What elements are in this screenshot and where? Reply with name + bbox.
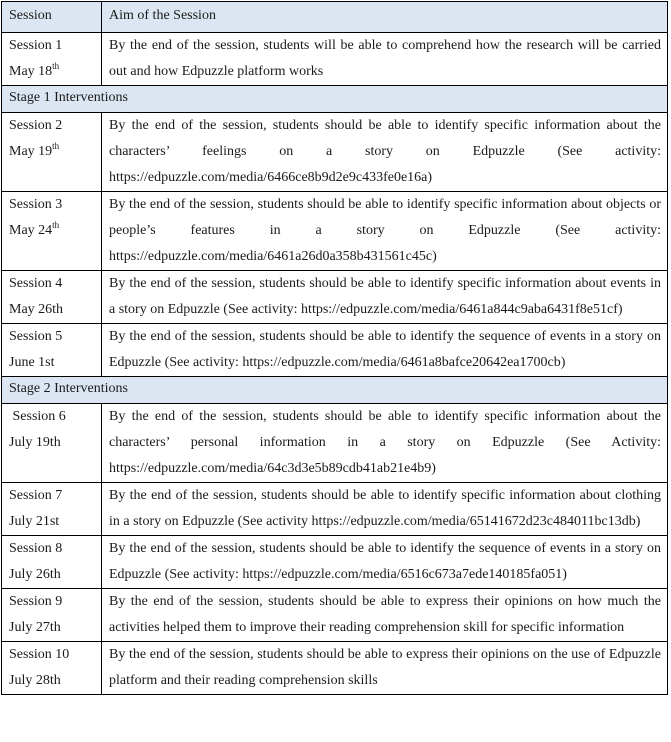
session-date-text: May 26th [9,302,64,317]
session-date-suffix: th [52,61,60,71]
session-label: Session 3 [9,197,63,212]
aim-text: By the end of the session, students will be able to comprehend how the research will be carried out and how Edpuzzle platform works [109,38,661,79]
session-date-suffix: th [52,141,60,151]
session-date-text: June 1st [9,355,55,370]
table-row [2,324,668,377]
table-row [2,113,668,192]
session-label: Session 1 [9,38,63,53]
table-row [2,642,668,695]
aim-cell [102,404,668,483]
session-date [9,297,95,323]
table-row [2,404,668,483]
session-date-text: July 19th [9,435,61,450]
aim-cell [102,483,668,536]
session-label: Session 10 [9,647,70,662]
aim-cell [102,271,668,324]
table-row [2,33,668,86]
table-row [2,483,668,536]
aim-text: By the end of the session, students should be able to express their opinions on the use of Edpuzzle platform and their reading comprehension skills [109,647,661,688]
aim-cell [102,33,668,86]
header-session: Session [2,2,102,33]
session-label: Session 7 [9,488,63,503]
session-label: Session 8 [9,541,63,556]
session-date [9,615,95,641]
session-label: Session 9 [9,594,63,609]
table-row [2,589,668,642]
aim-text: By the end of the session, students should be able to express their opinions on how much the activities helped them to improve their reading comprehension skill for specific information [109,594,661,635]
session-cell [2,271,102,324]
session-date-text: July 28th [9,673,61,688]
aim-cell [102,192,668,271]
aim-cell [102,536,668,589]
session-cell [2,324,102,377]
session-date-text: May 19 [9,144,53,159]
aim-text: By the end of the session, students should be able to identify the sequence of events in a story on Edpuzzle (See activity: https://edpuzzle.com/media/6516c673a7ede140185fa051) [109,541,661,582]
aim-text: By the end of the session, students should be able to identify specific information about events in a story on Edpuzzle (See activity: https://edpuzzle.com/media/6461a844c9aba6431f8e51cf) [109,276,661,317]
session-label: Session 4 [9,276,63,291]
session-date-suffix: th [52,220,60,230]
session-date-text: July 26th [9,567,61,582]
table-row [2,271,668,324]
session-cell [2,483,102,536]
aim-text: By the end of the session, students should be able to identify specific information about the characters’ personal information in a story on Edpuzzle (See Activity: https://edpuzzle.com/media/64c3d3e5b89cdb41ab21e4b9) [109,409,661,476]
session-date [9,509,95,535]
session-date [9,218,95,244]
table-row [2,536,668,589]
session-date [9,430,95,456]
session-date [9,59,95,85]
session-cell [2,642,102,695]
session-date-text: July 27th [9,620,61,635]
aim-text: By the end of the session, students should be able to identify specific information about objects or people’s features in a story on Edpuzzle (See activity: https://edpuzzle.com/media/6461a26d0a358b431561c45c) [109,197,661,264]
aim-cell [102,589,668,642]
stage-row [2,377,668,404]
session-label: Session 2 [9,118,63,133]
stage-row [2,86,668,113]
aim-text: By the end of the session, students should be able to identify specific information about the characters’ feelings on a story on Edpuzzle (See activity: https://edpuzzle.com/media/6466ce8b9d2e9c433fe0e16a) [109,118,661,185]
header-aim: Aim of the Session [102,2,668,33]
stage-label: Stage 2 Interventions [2,377,668,404]
session-date-text: May 24 [9,223,53,238]
aim-cell [102,642,668,695]
session-date-text: May 18 [9,64,53,79]
aim-cell [102,324,668,377]
stage-label: Stage 1 Interventions [2,86,668,113]
aim-text: By the end of the session, students should be able to identify specific information about clothing in a story on Edpuzzle (See activity https://edpuzzle.com/media/65141672d23c484011bc13db) [109,488,661,529]
session-date-text: July 21st [9,514,60,529]
aim-cell [102,113,668,192]
session-cell [2,192,102,271]
session-cell [2,33,102,86]
session-date [9,350,95,376]
aim-text: By the end of the session, students should be able to identify the sequence of events in a story on Edpuzzle (See activity: https://edpuzzle.com/media/6461a8bafce20642ea1700cb) [109,329,661,370]
table-header-row [2,2,668,33]
session-label: Session 6 [9,409,66,424]
sessions-table [1,1,668,695]
session-label: Session 5 [9,329,63,344]
session-date [9,668,95,694]
session-date [9,139,95,165]
session-cell [2,589,102,642]
session-cell [2,113,102,192]
session-date [9,562,95,588]
session-cell [2,404,102,483]
table-row [2,192,668,271]
session-cell [2,536,102,589]
